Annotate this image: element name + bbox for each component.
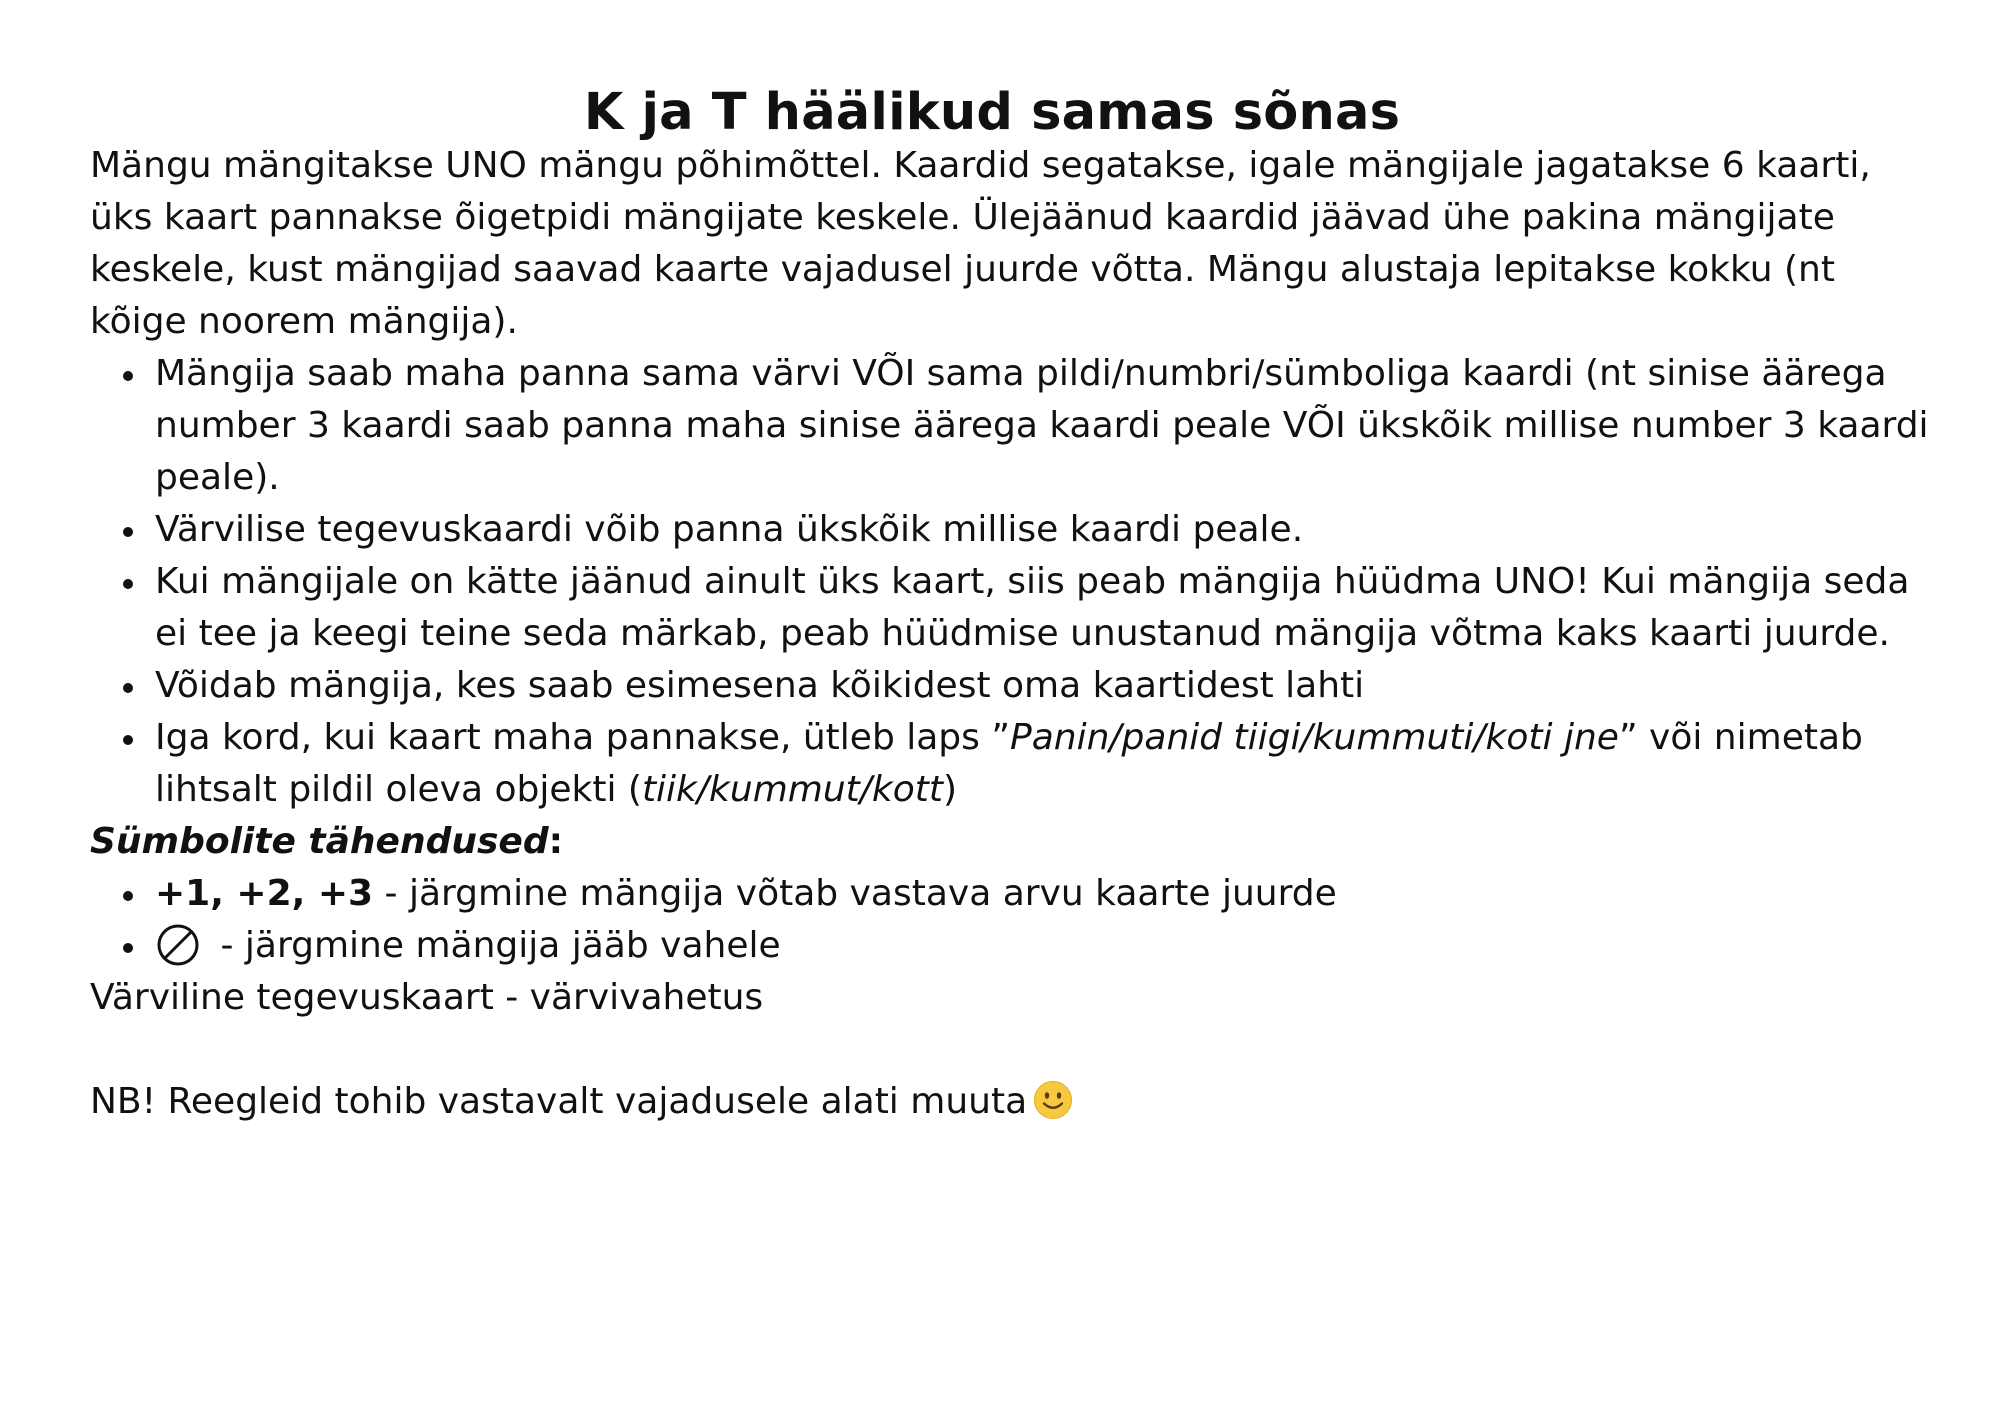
rule5-quote: Panin/panid tiigi/kummuti/koti jne <box>1010 717 1619 758</box>
rule5-text-middle: ” või nimetab lihtsalt pildil oleva objekti ( <box>155 717 1863 810</box>
rules-list <box>90 348 1930 816</box>
symbol-item-plus <box>155 868 1930 920</box>
smiley-emoji-icon <box>1033 1080 1073 1120</box>
wild-card-line: Värviline tegevuskaart - värvivahetus <box>90 977 764 1018</box>
rule-item: Võidab mängija, kes saab esimesena kõikidest oma kaartidest lahti <box>155 660 1930 712</box>
plus-cards-description: - järgmine mängija võtab vastava arvu kaarte juurde <box>373 873 1337 914</box>
rule5-text-before: Iga kord, kui kaart maha pannakse, ütleb laps ” <box>155 717 1010 758</box>
symbols-heading-colon: : <box>548 821 564 862</box>
skip-symbol-icon <box>155 922 201 968</box>
rule-item-announce <box>155 712 1930 816</box>
plus-cards-label: +1, +2, +3 <box>155 873 374 914</box>
document-page <box>90 82 1930 1128</box>
skip-description: - järgmine mängija jääb vahele <box>209 925 781 966</box>
rule-item: Värvilise tegevuskaardi võib panna ükskõik millise kaardi peale. <box>155 504 1930 556</box>
rule-item: Kui mängijale on kätte jäänud ainult üks kaart, siis peab mängija hüüdma UNO! Kui mängija seda ei tee ja keegi teine seda märkab, peab hüüdmise unustanud mängija võtma kaks kaarti juurde. <box>155 556 1930 660</box>
rule5-text-after: ) <box>943 769 958 810</box>
symbols-list <box>90 868 1930 972</box>
symbols-heading <box>90 816 1930 868</box>
page-title: K ja T häälikud samas sõnas <box>583 83 1401 142</box>
note-text: NB! Reegleid tohib vastavalt vajadusele alati muuta <box>90 1081 1028 1122</box>
note-line <box>90 1076 1920 1128</box>
rule5-objects: tiik/kummut/kott <box>641 769 943 810</box>
rule-item: Mängija saab maha panna sama värvi VÕI sama pildi/numbri/sümboliga kaardi (nt sinise äärega number 3 kaardi saab panna maha sinise äärega kaardi peale VÕI ükskõik millise number 3 kaardi peale). <box>155 348 1930 504</box>
intro-paragraph: Mängu mängitakse UNO mängu põhimõttel. Kaardid segatakse, igale mängijale jagatakse 6 kaarti, üks kaart pannakse õigetpidi mängijate keskele. Ülejäänud kaardid jäävad ühe pakina mängijate keskele, kust mängijad saavad kaarte vajadusel juurde võtta. Mängu alustaja lepitakse kokku (nt kõige noorem mängija). <box>90 145 1871 342</box>
symbols-heading-text: Sümbolite tähendused <box>90 821 549 862</box>
blank-line <box>90 1024 1930 1076</box>
symbol-item-skip <box>155 920 1930 972</box>
